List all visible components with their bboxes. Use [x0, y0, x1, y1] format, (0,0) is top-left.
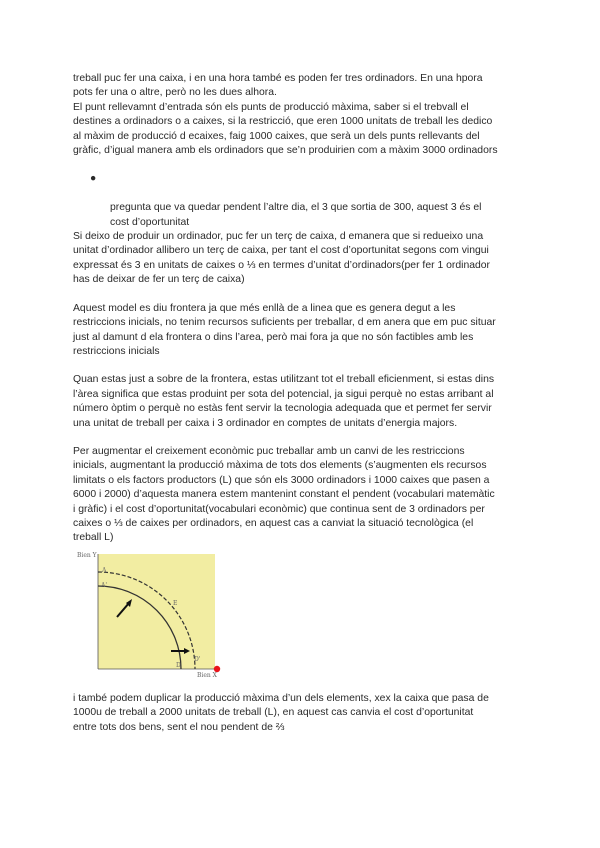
paragraph-3: Si deixo de produir un ordinador, puc fer un terç de caixa, d emanera que si redueixo una unitat d’ordinador allibero un terç de caixa, per tant el cost d’oportunitat segons com vingui expressat és 3 en unitats de caixes o ⅓ en termes d’unitat d’ordinadors(per fer 1 ordinador has de deixar de fer un terç de caixa)	[73, 231, 491, 286]
paragraph-1: treball puc fer una caixa, i en una hora també es poden fer tres ordinadors. En una hpora pots fer una o altre, però no les dues alhora.	[73, 73, 483, 99]
paragraph-4: Aquest model es diu frontera ja que més enllà de a linea que es genera degut a les restriccions inicials, no tenim recursos suficients per treballar, d em anera que em puc situar just al damunt d ela frontera o dins l’area, però mai fora ja que no són factibles amb les restriccions inicials	[73, 302, 496, 357]
label-d-prime: D'	[194, 655, 201, 663]
paragraph-2: El punt rellevamnt d’entrada són els punts de producció màxima, saber si el trebvall el destines a ordinadors o a caixes, si la restricció, que eren 1000 unitats de treball les dedico al màxim de producció d ecaixes, faig 1000 caixes, que serà un dels punts rellevants del gràfic, d’igual manera amb els ordinadors que se’n produirien com a màxim 3000 ordinadors	[73, 101, 498, 157]
ppf-diagram	[73, 552, 223, 680]
ppf-figure	[73, 552, 223, 680]
label-e: E	[173, 599, 178, 607]
label-a-prime: A'	[101, 581, 107, 589]
y-axis-label: Bien Y	[77, 551, 97, 559]
paragraph-5: Quan estas just a sobre de la frontera, estas utilitzant tot el treball eficienment, si estas dins l’àrea significa que estas produint per sota del potencial, ja sigui perquè no estas arribant al número òptim o perquè no estàs fent servir la tecnologia adequada que et permet fer servir una unitat de treball per caixa i 3 ordinador en comptes de unitats d’energia majors.	[73, 374, 495, 429]
label-d: D	[176, 661, 181, 669]
list-item-text: pregunta que va quedar pendent l’altre dia, el 3 que sortia de 300, aquest 3 és el cost d’oportunitat	[110, 202, 482, 228]
spacer	[73, 431, 535, 445]
paragraph-7: i també podem duplicar la producció màxima d’un dels elements, xex la caixa que pasa de 1000u de treball a 2000 unitats de treball (L), en aquest cas canvia el cost d’oportunitat entre tots dos bens, sent el nou pendent de ⅔	[73, 692, 489, 733]
list-item	[73, 172, 535, 230]
bullet-dot-icon: ●	[90, 173, 97, 185]
figure-panel	[98, 554, 215, 669]
spacer	[73, 680, 535, 692]
spacer	[73, 288, 535, 302]
spacer	[73, 158, 535, 172]
x-axis-label: Bien X	[197, 671, 217, 679]
document-page	[73, 72, 535, 735]
spacer	[73, 359, 535, 373]
paragraph-6: Per augmentar el creixement econòmic puc treballar amb un canvi de les restriccions inicials, augmentant la producció màxima de tots dos elements (s’augmenten els recursos limitats o els factors productors (L) que són els 3000 ordinadors i 1000 caixes que pasen a 6000 i 2000) d’aquesta manera estem mantenint constant el pendent (vocabulari matemàtic i gràfic) i el cost d’oportunitat(vocabulari econòmic) que continua sent de 3 ordinadors per caixes o ⅓ de caixes per ordinadors, en aquest cas a canviat la situació tecnològica (el treball L)	[73, 445, 495, 544]
label-a: A	[102, 566, 107, 574]
